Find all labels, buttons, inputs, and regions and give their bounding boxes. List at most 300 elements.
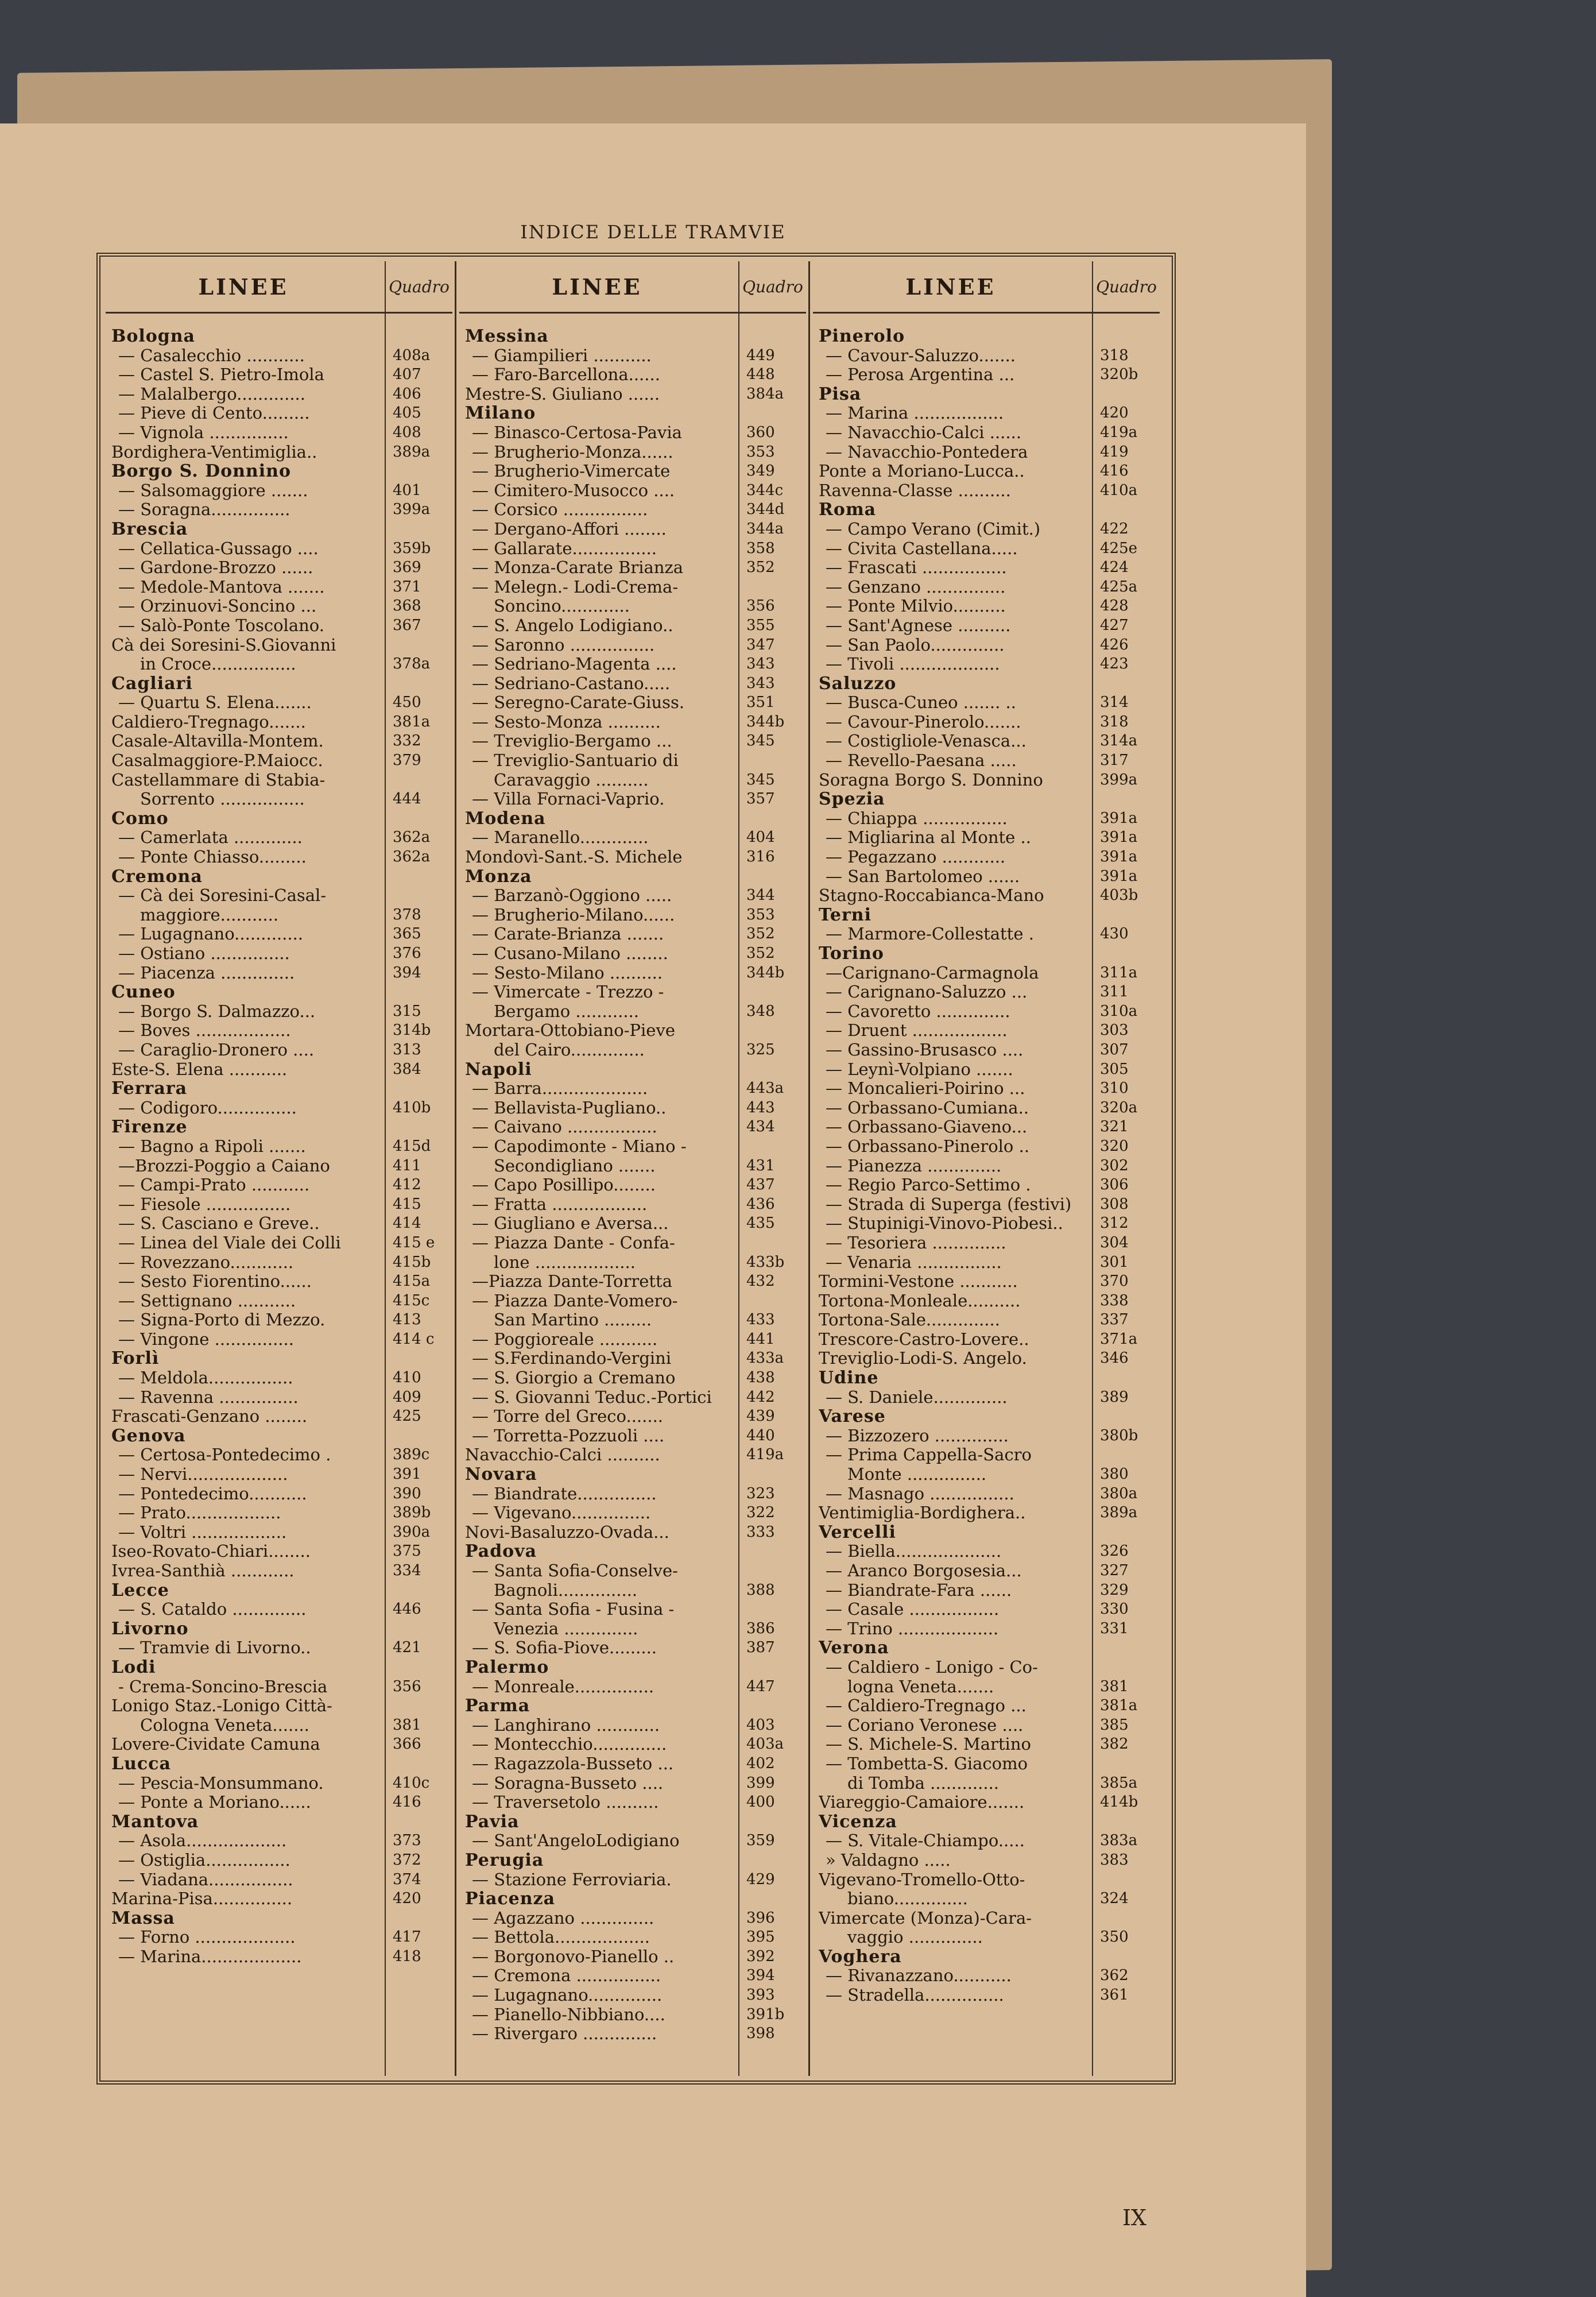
line-name: — S. Sofia-Piove.........	[472, 1638, 657, 1658]
quadro-number: 362	[1100, 1967, 1129, 1985]
index-entry	[465, 828, 804, 848]
index-entry	[111, 1870, 450, 1890]
index-entry	[111, 828, 450, 848]
city-heading	[819, 1812, 1157, 1832]
line-name: Modena	[465, 809, 546, 829]
index-entry	[465, 1291, 804, 1311]
quadro-number: 352	[746, 559, 775, 577]
city-heading	[465, 1889, 804, 1909]
line-name: — Ponte Milvio..........	[826, 597, 1006, 616]
quadro-number: 410b	[393, 1099, 431, 1116]
line-name: Este-S. Elena ...........	[111, 1059, 288, 1079]
index-entry	[819, 1079, 1157, 1099]
city-heading	[465, 867, 804, 887]
line-name: — Barzanò-Oggiono .....	[472, 886, 672, 906]
index-entry	[819, 771, 1157, 790]
line-name: — Viadana................	[118, 1870, 293, 1889]
line-name: Monte ...............	[847, 1465, 987, 1484]
line-name: — Meldola................	[118, 1368, 293, 1388]
line-name: — Pontedecimo...........	[118, 1484, 307, 1503]
line-name: — Soragna...............	[118, 500, 290, 520]
index-entry	[465, 1484, 804, 1504]
line-name: — Treviglio-Bergamo ...	[472, 732, 672, 751]
quadro-number: 430	[1100, 925, 1129, 943]
quadro-number: 426	[1100, 636, 1129, 653]
quadro-number: 383a	[1100, 1832, 1138, 1850]
line-name: Ponte a Moriano-Lucca..	[819, 462, 1025, 481]
city-heading	[111, 1426, 450, 1446]
index-entry	[111, 558, 450, 578]
index-entry	[111, 1060, 450, 1080]
index-entry	[819, 404, 1157, 423]
line-name: — Ostiano ...............	[118, 944, 290, 963]
line-name: Ivrea-Santhià ............	[111, 1561, 295, 1580]
index-entry	[111, 1793, 450, 1812]
quadro-number: 378a	[393, 655, 431, 673]
quadro-number: 446	[393, 1600, 421, 1618]
index-entry	[465, 732, 804, 751]
line-name: — Tramvie di Livorno..	[118, 1638, 311, 1658]
line-name: — Leynì-Volpiano .......	[826, 1059, 1013, 1079]
index-entry	[819, 481, 1157, 501]
quadro-number: 443a	[746, 1080, 784, 1097]
quadro-number: 344	[746, 887, 775, 904]
index-entry	[819, 1465, 1157, 1484]
line-name: — Ponte Chiasso.........	[118, 848, 307, 867]
line-name: — Boves ..................	[118, 1021, 291, 1041]
quadro-number: 355	[746, 616, 775, 634]
index-entry	[819, 365, 1157, 385]
line-name: — Malalbergo.............	[118, 384, 305, 404]
quadro-number: 316	[746, 848, 775, 866]
line-name: — Fratta ..................	[472, 1194, 648, 1214]
city-heading	[111, 1754, 450, 1774]
index-entry	[465, 1099, 804, 1118]
index-entry	[465, 1310, 804, 1330]
index-entry	[465, 790, 804, 809]
index-entry	[465, 1523, 804, 1542]
city-heading	[111, 327, 450, 346]
quadro-number: 307	[1100, 1041, 1129, 1058]
line-name: — S. Casciano e Greve..	[118, 1214, 320, 1233]
line-name: — Carignano-Saluzzo ...	[826, 983, 1028, 1002]
line-name: — Borgo S. Dalmazzo...	[118, 1001, 316, 1021]
line-name: — Cavour-Pinerolo.......	[826, 712, 1021, 732]
index-entry	[465, 2024, 804, 2044]
quadro-number: 391b	[746, 2005, 785, 2023]
index-entry	[465, 693, 804, 713]
index-entry	[819, 1542, 1157, 1561]
quadro-number: 415d	[393, 1137, 431, 1155]
line-name: Lodi	[111, 1657, 156, 1677]
line-name: Caldiero-Tregnago.......	[111, 712, 306, 732]
index-entry	[819, 1291, 1157, 1311]
index-entry	[465, 1909, 804, 1928]
index-entry	[819, 462, 1157, 481]
quadro-number: 408	[393, 423, 421, 441]
line-name: Secondigliano .......	[494, 1156, 656, 1175]
quadro-number: 351	[746, 694, 775, 711]
quadro-number: 433	[746, 1311, 775, 1329]
line-name: Ravenna-Classe ..........	[819, 481, 1011, 500]
quadro-number: 435	[746, 1215, 775, 1232]
index-entry	[111, 578, 450, 597]
quadro-number: 416	[393, 1793, 421, 1811]
line-name: Casale-Altavilla-Montem.	[111, 732, 324, 751]
quadro-number: 388	[746, 1581, 775, 1599]
index-entry	[111, 1735, 450, 1754]
line-name: — Biandrate...............	[472, 1484, 657, 1503]
line-name: lone ...................	[494, 1252, 636, 1272]
index-entry	[465, 674, 804, 694]
line-name: Vigevano-Tromello-Otto-	[819, 1870, 1025, 1889]
quadro-number: 302	[1100, 1157, 1129, 1174]
city-heading	[111, 983, 450, 1002]
line-name: — Medole-Mantova .......	[118, 577, 325, 597]
city-heading	[111, 462, 450, 481]
index-entry	[819, 539, 1157, 559]
quadro-number: 419a	[746, 1446, 784, 1464]
line-name: — Vingone ...............	[118, 1329, 294, 1349]
quadro-number: 378	[393, 906, 421, 923]
quadro-number: 321	[1100, 1118, 1129, 1136]
quadro-number: 326	[1100, 1542, 1129, 1560]
city-heading	[111, 1909, 450, 1928]
index-entry	[111, 1291, 450, 1311]
quadro-number: 324	[1100, 1890, 1129, 1908]
line-name: logna Veneta.......	[847, 1677, 994, 1696]
index-entry	[819, 1021, 1157, 1041]
quadro-number: 344d	[746, 501, 785, 519]
index-entry	[111, 1465, 450, 1484]
quadro-number: 392	[746, 1947, 775, 1965]
line-name: — Gallarate................	[472, 539, 657, 558]
index-entry	[111, 1157, 450, 1176]
index-entry	[111, 1561, 450, 1581]
line-name: — Sedriano-Castano.....	[472, 674, 671, 693]
index-entry	[465, 964, 804, 983]
quadro-number: 389c	[393, 1446, 430, 1464]
line-name: — Gardone-Brozzo ......	[118, 558, 313, 578]
line-name: — Civita Castellana.....	[826, 539, 1018, 558]
index-entry	[465, 1388, 804, 1407]
line-name: — Torre del Greco.......	[472, 1407, 664, 1426]
line-name: — Capo Posillipo........	[472, 1175, 656, 1195]
quadro-number: 417	[393, 1928, 421, 1946]
line-name: — Prato..................	[118, 1503, 281, 1523]
quadro-number: 403	[746, 1716, 775, 1734]
city-heading	[111, 674, 450, 694]
index-entry	[819, 520, 1157, 539]
index-entry	[819, 1233, 1157, 1253]
line-name: — Ravenna ...............	[118, 1387, 299, 1407]
quadro-number: 442	[746, 1388, 775, 1406]
quadro-number: 371a	[1100, 1330, 1138, 1348]
line-name: — Pieve di Cento.........	[118, 404, 310, 423]
index-entry	[111, 539, 450, 559]
line-name: — Bizzozero ..............	[826, 1426, 1009, 1445]
index-entry	[465, 925, 804, 944]
index-entry	[111, 925, 450, 944]
quadro-number: 375	[393, 1542, 421, 1560]
quadro-number: 401	[393, 481, 421, 499]
index-entry	[111, 1021, 450, 1041]
quadro-number: 399	[746, 1774, 775, 1792]
line-name: Udine	[819, 1368, 879, 1388]
line-name: Castellammare di Stabia-	[111, 770, 326, 790]
line-name: Palermo	[465, 1657, 549, 1677]
line-name: — Trino ...................	[826, 1619, 999, 1638]
index-entry	[465, 1503, 804, 1523]
city-heading	[465, 1658, 804, 1677]
quadro-number: 362a	[393, 848, 431, 866]
line-name: — Stupinigi-Vinovo-Piobesi..	[826, 1214, 1063, 1233]
index-entry	[111, 1195, 450, 1215]
quadro-number: 385a	[1100, 1774, 1138, 1792]
line-name: — Cavour-Saluzzo.......	[826, 346, 1016, 365]
line-name: — Linea del Viale dei Colli	[118, 1233, 341, 1252]
index-entry	[819, 1253, 1157, 1273]
index-entry	[111, 1407, 450, 1426]
index-entry	[465, 578, 804, 597]
line-name: — Cà dei Soresini-Casal-	[118, 886, 327, 906]
quadro-number: 345	[746, 771, 775, 788]
quadro-number: 448	[746, 366, 775, 384]
index-entry	[111, 443, 450, 462]
line-name: — Ostiglia................	[118, 1850, 290, 1870]
line-name: — Seregno-Carate-Giuss.	[472, 693, 685, 713]
quadro-number: 419a	[1100, 423, 1138, 441]
index-entry	[111, 693, 450, 713]
index-entry	[111, 713, 450, 732]
index-entry	[111, 500, 450, 520]
quadro-number: 414 c	[393, 1330, 435, 1348]
index-list	[819, 327, 1157, 2005]
quadro-number: 436	[746, 1195, 775, 1213]
line-name: — Caldiero-Tregnago ...	[826, 1696, 1026, 1716]
line-name: Monza	[465, 867, 532, 887]
line-name: — Agazzano ..............	[472, 1908, 654, 1928]
index-entry	[111, 1774, 450, 1793]
quadro-number: 415 e	[393, 1233, 435, 1251]
line-name: — Forno ...................	[118, 1928, 296, 1947]
line-name: — Ponte a Moriano......	[118, 1793, 311, 1812]
line-name: Vimercate (Monza)-Cara-	[819, 1908, 1032, 1928]
quadro-number: 391a	[1100, 809, 1138, 827]
index-entry	[819, 1041, 1157, 1060]
quadro-number: 361	[1100, 1986, 1129, 2004]
line-name: Livorno	[111, 1619, 189, 1639]
quadro-number: 323	[746, 1484, 775, 1502]
quadro-number: 424	[1100, 559, 1129, 577]
index-entry	[819, 1330, 1157, 1349]
index-entry	[111, 365, 450, 385]
line-name: Stagno-Roccabianca-Mano	[819, 886, 1044, 906]
city-heading	[111, 1658, 450, 1677]
quadro-number: 314a	[1100, 732, 1138, 750]
index-entry	[111, 1523, 450, 1542]
city-heading	[111, 1619, 450, 1639]
line-name: — Lugagnano..............	[472, 1986, 663, 2005]
index-entry	[819, 1600, 1157, 1619]
line-name: — Venaria ................	[826, 1252, 1002, 1272]
index-entry	[819, 848, 1157, 867]
quadro-number: 396	[746, 1909, 775, 1927]
index-entry	[465, 1677, 804, 1697]
line-name: in Croce................	[140, 655, 296, 674]
line-name: — Voltri ..................	[118, 1522, 287, 1542]
index-entry	[111, 1137, 450, 1157]
quadro-number: 443	[746, 1099, 775, 1116]
quadro-number: 390a	[393, 1523, 431, 1541]
index-entry	[465, 1986, 804, 2005]
line-name: — Vignola ...............	[118, 423, 289, 442]
index-entry	[819, 423, 1157, 443]
quadro-number: 329	[1100, 1581, 1129, 1599]
line-name: — Nervi...................	[118, 1465, 288, 1484]
line-name: Terni	[819, 905, 871, 925]
line-name: Massa	[111, 1908, 175, 1928]
quadro-number: 429	[746, 1870, 775, 1888]
line-name: — Treviglio-Santuario di	[472, 751, 679, 771]
index-entry	[111, 1638, 450, 1658]
quadro-number: 320a	[1100, 1099, 1138, 1116]
quadro-number: 304	[1100, 1233, 1129, 1251]
line-name: — Orzinuovi-Soncino ...	[118, 597, 317, 616]
index-entry	[819, 1696, 1157, 1716]
line-name: — S. Cataldo ..............	[118, 1600, 307, 1619]
line-name: Viareggio-Camaiore.......	[819, 1793, 1025, 1812]
page-header: INDICE DELLE TRAMVIE	[520, 221, 786, 243]
line-name: vaggio ..............	[847, 1928, 983, 1947]
index-entry	[111, 1947, 450, 1967]
index-entry	[111, 944, 450, 964]
line-name: Cologna Veneta.......	[140, 1715, 309, 1735]
city-heading	[111, 520, 450, 539]
quadro-number: 344b	[746, 964, 785, 981]
quadro-number: 389a	[1100, 1504, 1138, 1522]
index-entry	[111, 848, 450, 867]
index-entry	[819, 1388, 1157, 1407]
line-name: Lonigo Staz.-Lonigo Città-	[111, 1696, 332, 1716]
index-entry	[465, 1195, 804, 1215]
index-entry	[111, 1099, 450, 1118]
line-name: — Tivoli ...................	[826, 655, 1000, 674]
index-entry	[819, 1157, 1157, 1176]
quadro-number: 303	[1100, 1022, 1129, 1039]
line-name: — Biella....................	[826, 1542, 1002, 1561]
quadro-number: 333	[746, 1523, 775, 1541]
quadro-number: 371	[393, 578, 421, 595]
index-entry	[465, 1041, 804, 1060]
index-entry	[465, 713, 804, 732]
index-entry	[465, 1561, 804, 1581]
index-entry	[819, 1561, 1157, 1581]
line-name: — Cremona ................	[472, 1966, 661, 1986]
line-name: San Martino .........	[494, 1310, 652, 1330]
index-entry	[111, 1928, 450, 1947]
line-name: — Sant'AngeloLodigiano	[472, 1831, 680, 1851]
line-name: — Lugagnano.............	[118, 925, 304, 944]
line-name: —Piazza Dante-Torretta	[472, 1272, 672, 1291]
line-name: maggiore...........	[140, 905, 279, 925]
line-name: — Asola...................	[118, 1831, 287, 1851]
line-name: — Druent ..................	[826, 1021, 1008, 1041]
index-entry	[819, 1658, 1157, 1677]
index-entry	[819, 1909, 1157, 1928]
index-entry	[819, 1445, 1157, 1465]
index-entry	[465, 1445, 804, 1465]
quadro-number: 312	[1100, 1215, 1129, 1232]
index-entry	[111, 1484, 450, 1504]
index-entry	[819, 1503, 1157, 1523]
quadro-number: 428	[1100, 597, 1129, 615]
line-name: — Traversetolo ..........	[472, 1793, 659, 1812]
line-name: Cà dei Soresini-S.Giovanni	[111, 635, 336, 655]
quadro-number: 413	[393, 1311, 421, 1329]
quadro-number: 337	[1100, 1311, 1129, 1329]
city-heading	[465, 404, 804, 423]
line-name: —Brozzi-Poggio a Caiano	[118, 1156, 330, 1175]
index-entry	[111, 1851, 450, 1870]
line-name: Novi-Basaluzzo-Ovada...	[465, 1522, 669, 1542]
quadro-number: 403b	[1100, 887, 1138, 904]
quadro-number: 356	[746, 597, 775, 615]
line-name: — S. Angelo Lodigiano..	[472, 616, 673, 635]
quadro-number: 310	[1100, 1080, 1129, 1097]
quadro-number: 391a	[1100, 829, 1138, 846]
line-name: — Caraglio-Dronero ....	[118, 1040, 315, 1059]
line-name: — Cellatica-Gussago ....	[118, 539, 319, 558]
index-entry	[465, 500, 804, 520]
line-name: Venezia ..............	[494, 1619, 638, 1638]
index-entry	[819, 925, 1157, 944]
quadro-number: 391a	[1100, 867, 1138, 885]
line-name: — Santa Sofia - Fusina -	[472, 1600, 675, 1619]
quadro-number: 348	[746, 1002, 775, 1020]
index-entry	[819, 655, 1157, 674]
index-entry	[465, 1947, 804, 1967]
line-name: — Caldiero - Lonigo - Co-	[826, 1657, 1038, 1677]
quadro-number: 314	[1100, 694, 1129, 711]
column-divider	[455, 261, 456, 2076]
index-entry	[819, 1831, 1157, 1851]
quadro-number: 353	[746, 443, 775, 461]
line-name: — Marina...................	[118, 1947, 302, 1966]
index-entry	[465, 944, 804, 964]
line-name: — Piacenza ..............	[118, 963, 295, 983]
line-name: — Tesoriera ..............	[826, 1233, 1006, 1252]
line-name: — San Paolo..............	[826, 635, 1005, 655]
index-entry	[465, 655, 804, 674]
line-name: Vicenza	[819, 1812, 897, 1832]
column-header	[459, 261, 806, 314]
index-entry	[819, 964, 1157, 983]
line-name: Cagliari	[111, 674, 193, 694]
line-name: — Ragazzola-Busseto ...	[472, 1754, 674, 1773]
quadro-number: 449	[746, 346, 775, 364]
quadro-number: 344b	[746, 713, 785, 730]
city-heading	[819, 500, 1157, 520]
quadro-number: 370	[1100, 1273, 1129, 1290]
quadro-number: 406	[393, 385, 421, 403]
index-entry	[819, 1889, 1157, 1909]
line-name: — Monza-Carate Brianza	[472, 558, 684, 578]
quadro-number: 331	[1100, 1619, 1129, 1637]
index-entry	[465, 1233, 804, 1253]
quadro-number: 344a	[746, 520, 784, 537]
index-entry	[819, 1793, 1157, 1812]
